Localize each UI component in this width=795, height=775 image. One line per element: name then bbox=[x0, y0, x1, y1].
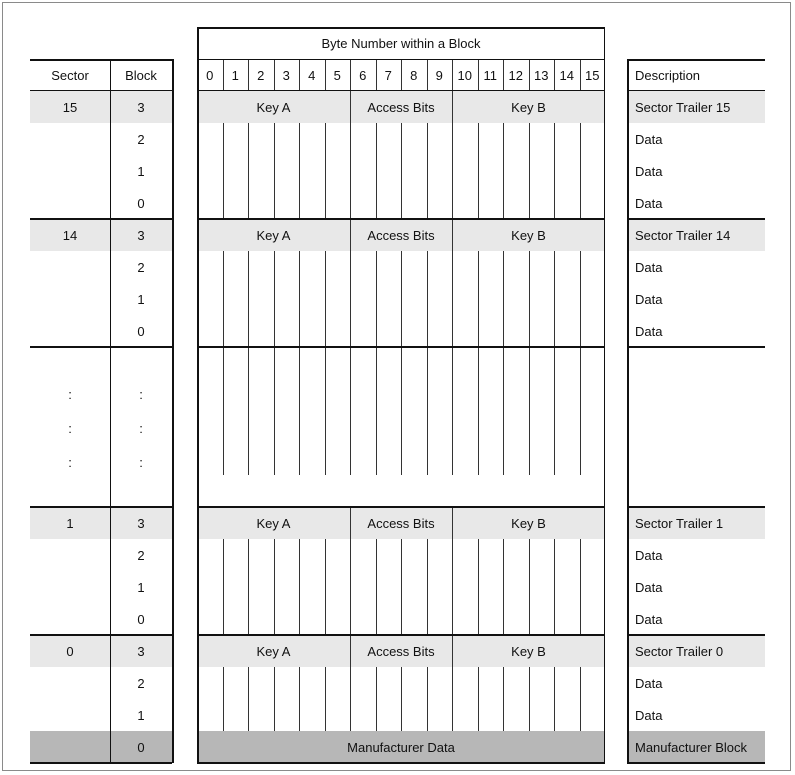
header-block: Block bbox=[125, 67, 157, 83]
byte-col-line bbox=[554, 347, 555, 475]
byte-col-line bbox=[478, 347, 479, 475]
data-block-description: Data bbox=[635, 163, 663, 179]
byte-col-line bbox=[299, 123, 300, 219]
byte-header-4: 4 bbox=[308, 67, 316, 83]
byte-col-line bbox=[478, 667, 479, 731]
byte-col-line bbox=[325, 251, 326, 347]
byte-col-line bbox=[401, 347, 402, 475]
data-block-description: Data bbox=[635, 259, 663, 275]
byte-header-15: 15 bbox=[585, 67, 600, 83]
ellipsis-block: : bbox=[139, 420, 143, 436]
byte-col-line bbox=[452, 347, 453, 475]
key-a-field: Key A bbox=[256, 227, 291, 243]
byte-col-line bbox=[248, 251, 249, 347]
key-b-field: Key B bbox=[511, 227, 546, 243]
access-bits-field: Access Bits bbox=[367, 227, 435, 243]
ellipsis-block: : bbox=[139, 386, 143, 402]
byte-header-11: 11 bbox=[483, 67, 497, 83]
byte-col-line bbox=[350, 251, 351, 347]
key-b-field: Key B bbox=[511, 99, 546, 115]
byte-col-line bbox=[529, 347, 530, 475]
data-block-number: 2 bbox=[137, 675, 145, 691]
trailer-block-number: 3 bbox=[137, 515, 145, 531]
data-block-description: Data bbox=[635, 707, 663, 723]
byte-col-line bbox=[529, 667, 530, 731]
data-block-description: Data bbox=[635, 579, 663, 595]
byte-col-line bbox=[427, 539, 428, 635]
byte-col-line bbox=[223, 123, 224, 219]
ellipsis-sector: : bbox=[68, 420, 72, 436]
byte-header-2: 2 bbox=[257, 67, 265, 83]
byte-col-line bbox=[376, 123, 377, 219]
access-bits-field: Access Bits bbox=[367, 99, 435, 115]
byte-col-line bbox=[350, 347, 351, 475]
byte-col-line bbox=[350, 123, 351, 219]
trailer-description: Sector Trailer 14 bbox=[635, 227, 731, 243]
data-block-description: Data bbox=[635, 291, 663, 307]
byte-header-14: 14 bbox=[559, 67, 574, 83]
byte-col-line bbox=[554, 539, 555, 635]
byte-col-line bbox=[529, 539, 530, 635]
byte-col-line bbox=[274, 251, 275, 347]
trailer-block-number: 3 bbox=[137, 643, 145, 659]
byte-col-line bbox=[503, 667, 504, 731]
byte-col-line bbox=[325, 123, 326, 219]
byte-col-line bbox=[376, 667, 377, 731]
byte-header-12: 12 bbox=[508, 67, 523, 83]
byte-col-line bbox=[223, 667, 224, 731]
byte-col-line bbox=[427, 123, 428, 219]
data-block-number: 0 bbox=[137, 195, 145, 211]
sector-number: 14 bbox=[62, 227, 78, 243]
trailer-description: Sector Trailer 15 bbox=[635, 99, 731, 115]
data-block-description: Data bbox=[635, 323, 663, 339]
data-block-number: 1 bbox=[137, 291, 145, 307]
data-block-description: Data bbox=[635, 675, 663, 691]
key-a-field: Key A bbox=[256, 99, 291, 115]
byte-col-line bbox=[248, 123, 249, 219]
byte-col-line bbox=[580, 667, 581, 731]
byte-header-8: 8 bbox=[410, 67, 418, 83]
byte-number-title: Byte Number within a Block bbox=[321, 35, 481, 51]
trailer-block-number: 3 bbox=[137, 99, 145, 115]
byte-col-line bbox=[401, 667, 402, 731]
byte-col-line bbox=[274, 347, 275, 475]
byte-col-line bbox=[248, 539, 249, 635]
byte-col-line bbox=[274, 123, 275, 219]
key-a-field: Key A bbox=[256, 643, 291, 659]
byte-header-3: 3 bbox=[282, 67, 290, 83]
byte-col-line bbox=[376, 251, 377, 347]
byte-col-line bbox=[580, 347, 581, 475]
byte-header-5: 5 bbox=[333, 67, 341, 83]
header-sector: Sector bbox=[51, 67, 89, 83]
byte-col-line bbox=[223, 539, 224, 635]
byte-col-line bbox=[325, 667, 326, 731]
byte-col-line bbox=[248, 667, 249, 731]
byte-header-0: 0 bbox=[206, 67, 214, 83]
byte-col-line bbox=[529, 251, 530, 347]
byte-col-line bbox=[580, 251, 581, 347]
byte-col-line bbox=[427, 667, 428, 731]
byte-col-line bbox=[325, 539, 326, 635]
byte-col-line bbox=[299, 667, 300, 731]
byte-col-line bbox=[274, 539, 275, 635]
manufacturer-data-field: Manufacturer Data bbox=[347, 739, 455, 755]
data-block-number: 2 bbox=[137, 259, 145, 275]
byte-col-line bbox=[248, 347, 249, 475]
byte-col-line bbox=[554, 123, 555, 219]
trailer-description: Sector Trailer 1 bbox=[635, 515, 724, 531]
byte-col-line bbox=[554, 667, 555, 731]
data-block-number: 1 bbox=[137, 579, 145, 595]
key-a-field: Key A bbox=[256, 515, 291, 531]
byte-col-line bbox=[503, 539, 504, 635]
byte-header-10: 10 bbox=[457, 67, 472, 83]
byte-col-line bbox=[529, 123, 530, 219]
access-bits-field: Access Bits bbox=[367, 515, 435, 531]
byte-col-line bbox=[427, 251, 428, 347]
byte-col-line bbox=[401, 123, 402, 219]
sector-number: 1 bbox=[66, 515, 74, 531]
byte-col-line bbox=[325, 347, 326, 475]
byte-col-line bbox=[503, 347, 504, 475]
byte-col-line bbox=[478, 123, 479, 219]
byte-col-line bbox=[274, 667, 275, 731]
sector-divider-grid bbox=[197, 346, 605, 348]
byte-col-line bbox=[401, 251, 402, 347]
ellipsis-sector: : bbox=[68, 386, 72, 402]
data-block-number: 0 bbox=[137, 323, 145, 339]
left-table-right-border bbox=[172, 59, 174, 763]
byte-col-line bbox=[223, 251, 224, 347]
byte-col-line bbox=[376, 347, 377, 475]
data-block-description: Data bbox=[635, 131, 663, 147]
manufacturer-block-number: 0 bbox=[137, 739, 145, 755]
byte-header-13: 13 bbox=[534, 67, 549, 83]
key-b-field: Key B bbox=[511, 515, 546, 531]
byte-col-line bbox=[580, 123, 581, 219]
data-block-description: Data bbox=[635, 195, 663, 211]
ellipsis-block: : bbox=[139, 454, 143, 470]
ellipsis-sector: : bbox=[68, 454, 72, 470]
access-bits-field: Access Bits bbox=[367, 643, 435, 659]
header-description: Description bbox=[635, 67, 701, 83]
byte-col-line bbox=[376, 539, 377, 635]
byte-header-1: 1 bbox=[231, 67, 239, 83]
manufacturer-block-description: Manufacturer Block bbox=[635, 739, 747, 755]
data-block-number: 0 bbox=[137, 611, 145, 627]
byte-header-9: 9 bbox=[435, 67, 443, 83]
byte-col-line bbox=[427, 347, 428, 475]
byte-col-line bbox=[452, 539, 453, 635]
byte-col-line bbox=[503, 123, 504, 219]
byte-col-line bbox=[478, 539, 479, 635]
byte-col-line bbox=[452, 667, 453, 731]
data-block-number: 2 bbox=[137, 131, 145, 147]
byte-col-line bbox=[299, 539, 300, 635]
data-block-description: Data bbox=[635, 611, 663, 627]
data-block-number: 2 bbox=[137, 547, 145, 563]
byte-col-line bbox=[223, 347, 224, 475]
byte-col-line bbox=[299, 347, 300, 475]
byte-col-line bbox=[554, 251, 555, 347]
byte-col-line bbox=[478, 251, 479, 347]
byte-col-line bbox=[452, 251, 453, 347]
byte-col-line bbox=[452, 123, 453, 219]
key-b-field: Key B bbox=[511, 643, 546, 659]
byte-col-line bbox=[299, 251, 300, 347]
byte-header-6: 6 bbox=[359, 67, 367, 83]
byte-col-line bbox=[580, 539, 581, 635]
byte-col-line bbox=[350, 539, 351, 635]
byte-col-line bbox=[401, 539, 402, 635]
data-block-description: Data bbox=[635, 547, 663, 563]
byte-col-line bbox=[503, 251, 504, 347]
data-block-number: 1 bbox=[137, 163, 145, 179]
data-block-number: 1 bbox=[137, 707, 145, 723]
byte-header-7: 7 bbox=[384, 67, 392, 83]
trailer-block-number: 3 bbox=[137, 227, 145, 243]
byte-col-line bbox=[350, 667, 351, 731]
trailer-description: Sector Trailer 0 bbox=[635, 643, 724, 659]
sector-number: 15 bbox=[62, 99, 78, 115]
sector-number: 0 bbox=[66, 643, 74, 659]
